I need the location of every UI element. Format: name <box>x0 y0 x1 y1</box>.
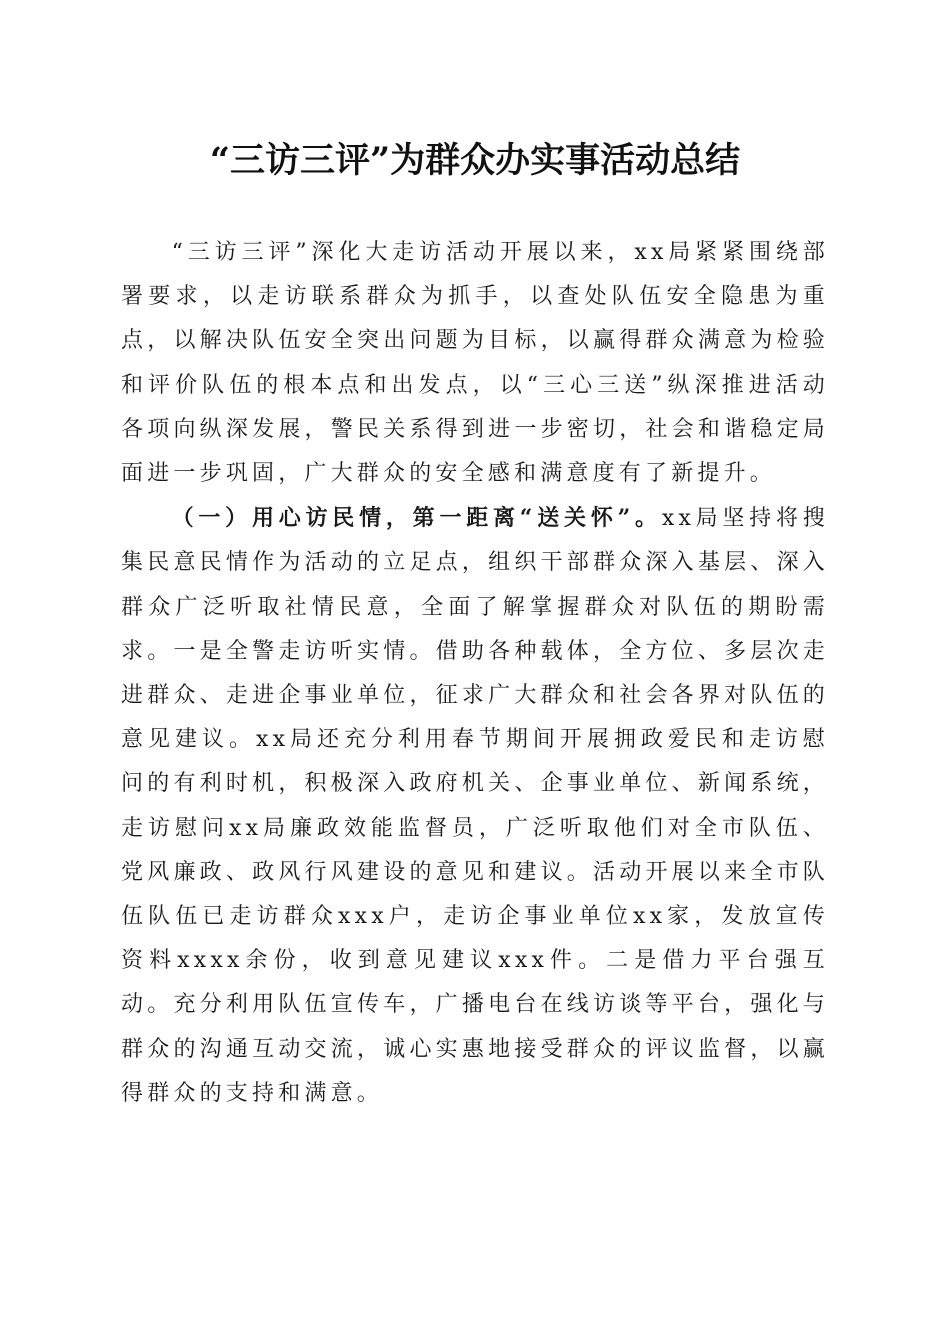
document-title: “三访三评”为群众办实事活动总结 <box>209 140 741 181</box>
section-one-text: xx局坚持将搜集民意民情作为活动的立足点，组织干部群众深入基层、深入群众广泛听取社情民意，全面了解掌握群众对队伍的期盼需求。一是全警走访听实情。借助各种载体，全方位、多层次走进群众、走进企事业单位，征求广大群众和社会各界对队伍的意见建议。xx局还充分利用春节期间开展拥政爱民和走访慰问的有利时机，积极深入政府机关、企事业单位、新闻系统，走访慰问xx局廉政效能监督员，广泛听取他们对全市队伍、党风廉政、政风行风建设的意见和建议。活动开展以来全市队伍队伍已走访群众xxx户，走访企事业单位xx家，发放宣传资料xxxx余份，收到意见建议xxx件。二是借力平台强互动。充分利用队伍宣传车，广播电台在线访谈等平台，强化与群众的沟通互动交流，诚心实惠地接受群众的评议监督，以赢得群众的支持和满意。 <box>121 506 829 1106</box>
document-body <box>121 231 829 1116</box>
paragraph-section-one <box>121 496 829 1116</box>
paragraph-intro <box>121 231 829 496</box>
section-one-heading: （一）用心访民情，第一距离“送关怀”。 <box>171 505 662 532</box>
paragraph-intro-text: “三访三评”深化大走访活动开展以来，xx局紧紧围绕部署要求，以走访联系群众为抓手，以查处队伍安全隐患为重点，以解决队伍安全突出问题为目标，以赢得群众满意为检验和评价队伍的根本点和出发点，以“三心三送”纵深推进活动各项向纵深发展，警民关系得到进一步密切，社会和谐稳定局面进一步巩固，广大群众的安全感和满意度有了新提升。 <box>121 240 829 487</box>
